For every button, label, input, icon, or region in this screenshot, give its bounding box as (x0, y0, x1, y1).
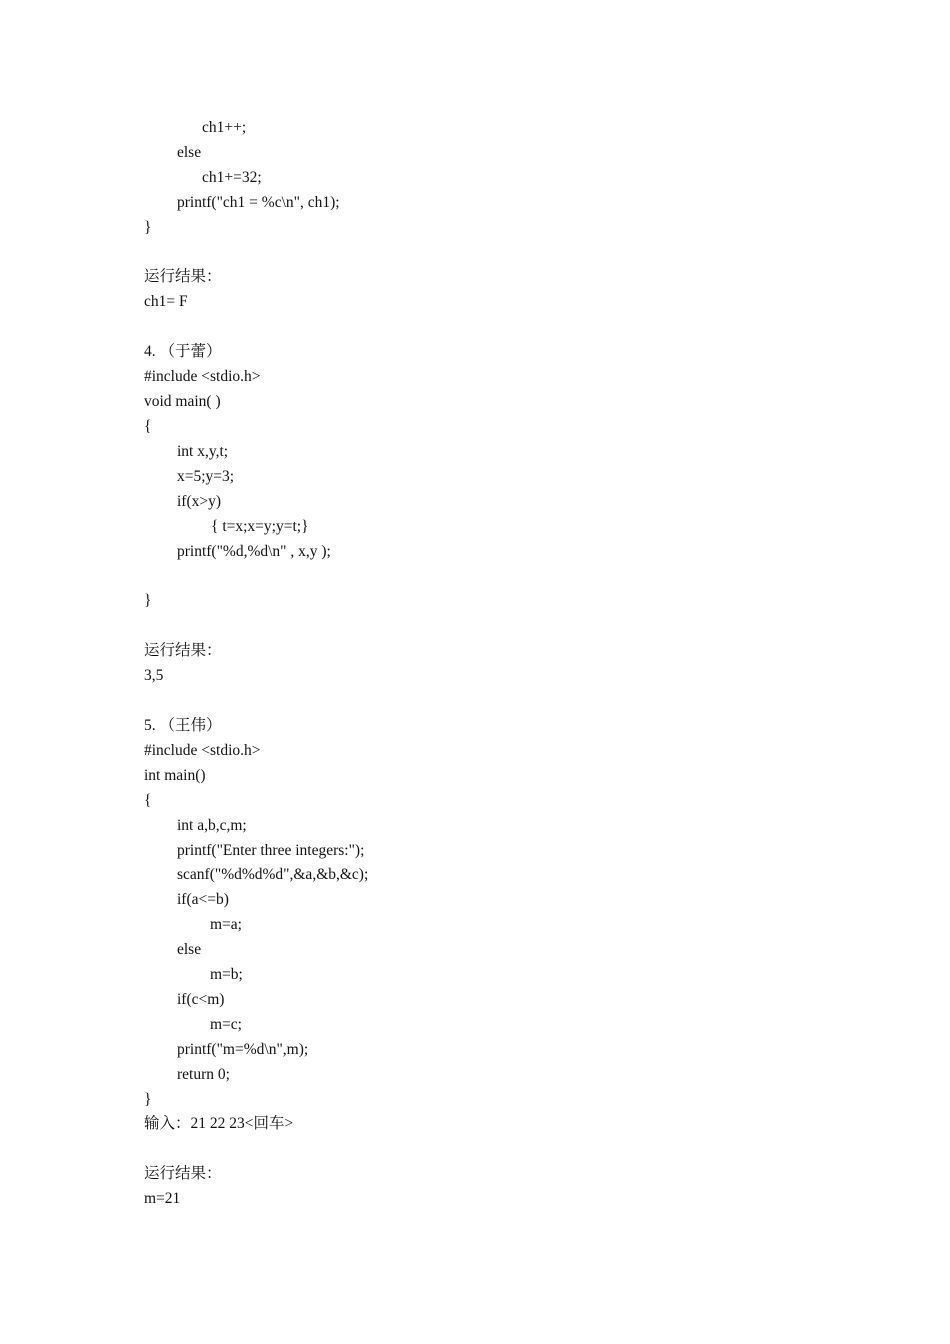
code-line: printf("m=%d\n",m); (177, 1041, 309, 1058)
code-line: ch1++; (202, 119, 247, 136)
code-line: if(c<m) (177, 991, 225, 1008)
result-heading: 运行结果： (144, 268, 222, 285)
code-line: printf("Enter three integers:"); (177, 842, 365, 859)
code-line: { t=x;x=y;y=t;} (211, 518, 309, 535)
code-line: #include <stdio.h> (144, 742, 261, 759)
code-line: printf("%d,%d\n" , x,y ); (177, 543, 331, 560)
result-heading: 运行结果： (144, 1165, 222, 1182)
code-line: m=a; (210, 916, 242, 933)
code-line: } (144, 592, 152, 609)
code-line: else (177, 941, 202, 958)
code-line: m=c; (210, 1016, 242, 1033)
result-value: ch1= F (144, 293, 188, 310)
result-heading: 运行结果： (144, 642, 222, 659)
code-line: ch1+=32; (202, 169, 262, 186)
result-value: m=21 (144, 1190, 181, 1207)
code-line: void main( ) (144, 393, 221, 410)
code-line: { (144, 792, 152, 809)
code-line: if(x>y) (177, 493, 222, 510)
input-line: 输入：21 22 23<回车> (144, 1115, 294, 1132)
section-heading: 5. （王伟） (144, 717, 222, 734)
result-value: 3,5 (144, 667, 164, 684)
code-line: int main() (144, 767, 206, 784)
code-line: m=b; (210, 966, 243, 983)
code-line: if(a<=b) (177, 891, 229, 908)
code-line: scanf("%d%d%d",&a,&b,&c); (177, 866, 369, 883)
section-heading: 4. （于蕾） (144, 343, 222, 360)
code-line: return 0; (177, 1066, 230, 1083)
code-line: x=5;y=3; (177, 468, 235, 485)
code-line: { (144, 418, 152, 435)
code-line: int a,b,c,m; (177, 817, 247, 834)
code-line: else (177, 144, 202, 161)
code-line: } (144, 1091, 152, 1108)
code-line: #include <stdio.h> (144, 368, 261, 385)
code-line: printf("ch1 = %c\n", ch1); (177, 194, 340, 211)
code-line: } (144, 219, 152, 236)
code-line: int x,y,t; (177, 443, 229, 460)
